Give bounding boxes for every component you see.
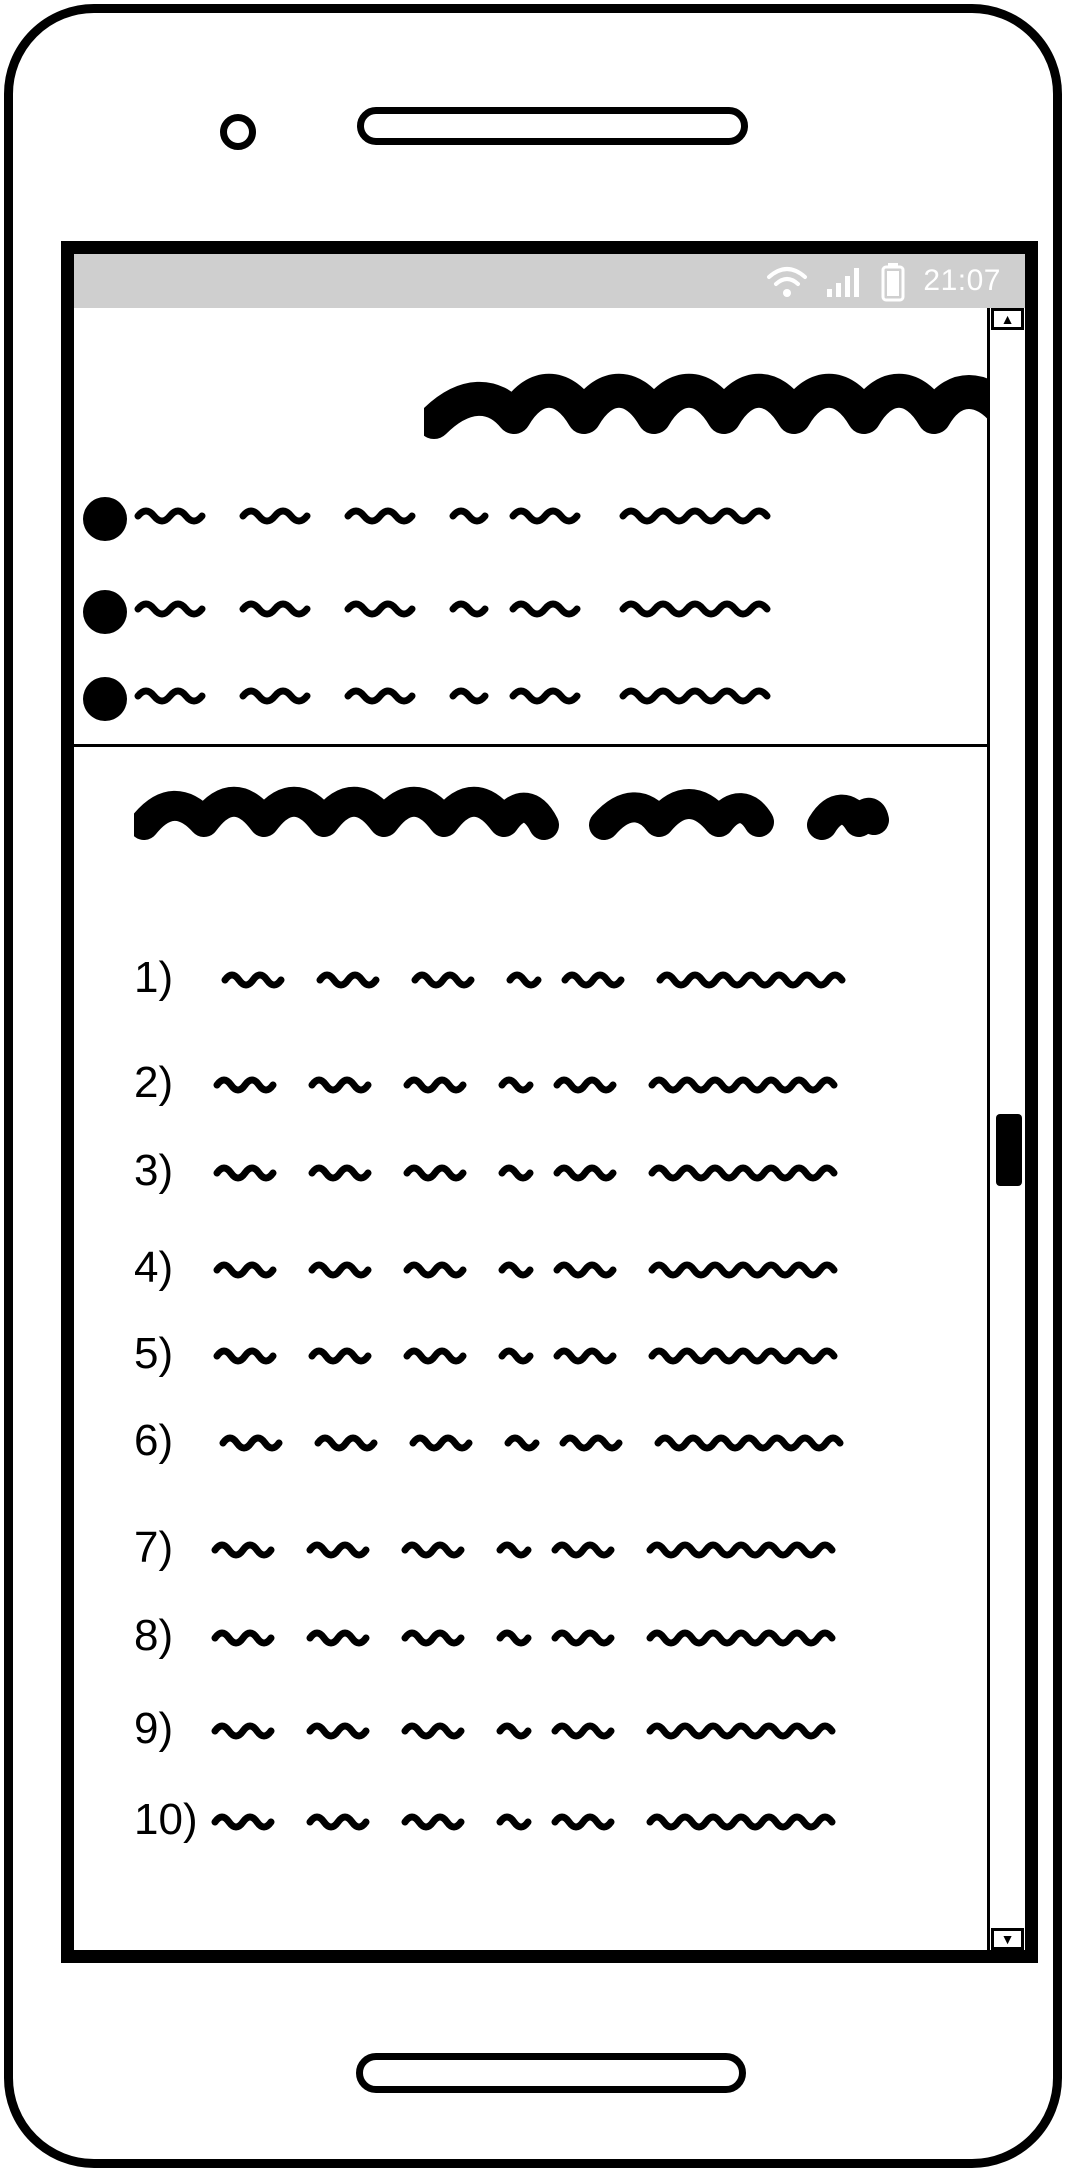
bullet-list-item [83,493,943,543]
home-button[interactable] [356,2053,746,2093]
signal-icon [825,265,865,299]
scroll-up-icon[interactable]: ▲ [991,308,1024,330]
list-item-text [212,1158,952,1188]
bullet-icon [83,497,127,541]
bullet-text [133,681,953,711]
numbered-list-item [134,1795,964,1845]
list-item-text [218,1428,958,1458]
list-number: 2) [134,1058,174,1107]
list-number: 8) [134,1611,174,1660]
numbered-list-item [134,1704,964,1754]
list-item-text [212,1341,952,1371]
numbered-list-item [134,1243,964,1293]
bullet-list-item [83,586,943,636]
list-item-text [210,1623,950,1653]
numbered-list-item [134,1611,964,1661]
phone-frame [4,4,1062,2168]
page-title [424,362,1012,452]
list-item-text [212,1070,952,1100]
bullet-icon [83,677,127,721]
list-item-text [210,1716,950,1746]
camera-icon [220,114,256,150]
list-number: 9) [134,1704,174,1753]
wifi-icon [765,265,809,299]
numbered-list-item [134,1523,964,1573]
status-bar [74,254,1025,308]
section-divider [74,744,1012,747]
scroll-down-icon[interactable]: ▼ [991,1928,1024,1950]
bullet-text [133,501,953,531]
list-number: 3) [134,1146,174,1195]
list-item-text [212,1255,952,1285]
numbered-list-item [134,953,964,1003]
device-screen [61,241,1038,1963]
list-number: 6) [134,1416,174,1465]
bullet-icon [83,590,127,634]
list-number: 10) [134,1795,198,1844]
list-number: 7) [134,1523,174,1572]
list-item-text [210,1807,950,1837]
bullet-list-item [83,673,943,723]
bullet-text [133,594,953,624]
battery-icon [881,262,905,302]
list-number: 4) [134,1243,174,1292]
speaker-grille [357,107,748,145]
numbered-list-item [134,1146,964,1196]
scroll-thumb[interactable] [996,1114,1022,1186]
numbered-list-item [134,1416,964,1466]
list-item-text [220,965,960,995]
numbered-list-item [134,1329,964,1379]
list-number: 1) [134,953,174,1002]
vertical-scrollbar[interactable] [987,308,1025,1950]
list-item-text [210,1535,950,1565]
page-content [74,308,1012,1950]
section-heading [134,780,964,854]
status-time: 21:07 [923,264,1001,297]
list-number: 5) [134,1329,174,1378]
status-icons [765,260,905,304]
numbered-list-item [134,1058,964,1108]
